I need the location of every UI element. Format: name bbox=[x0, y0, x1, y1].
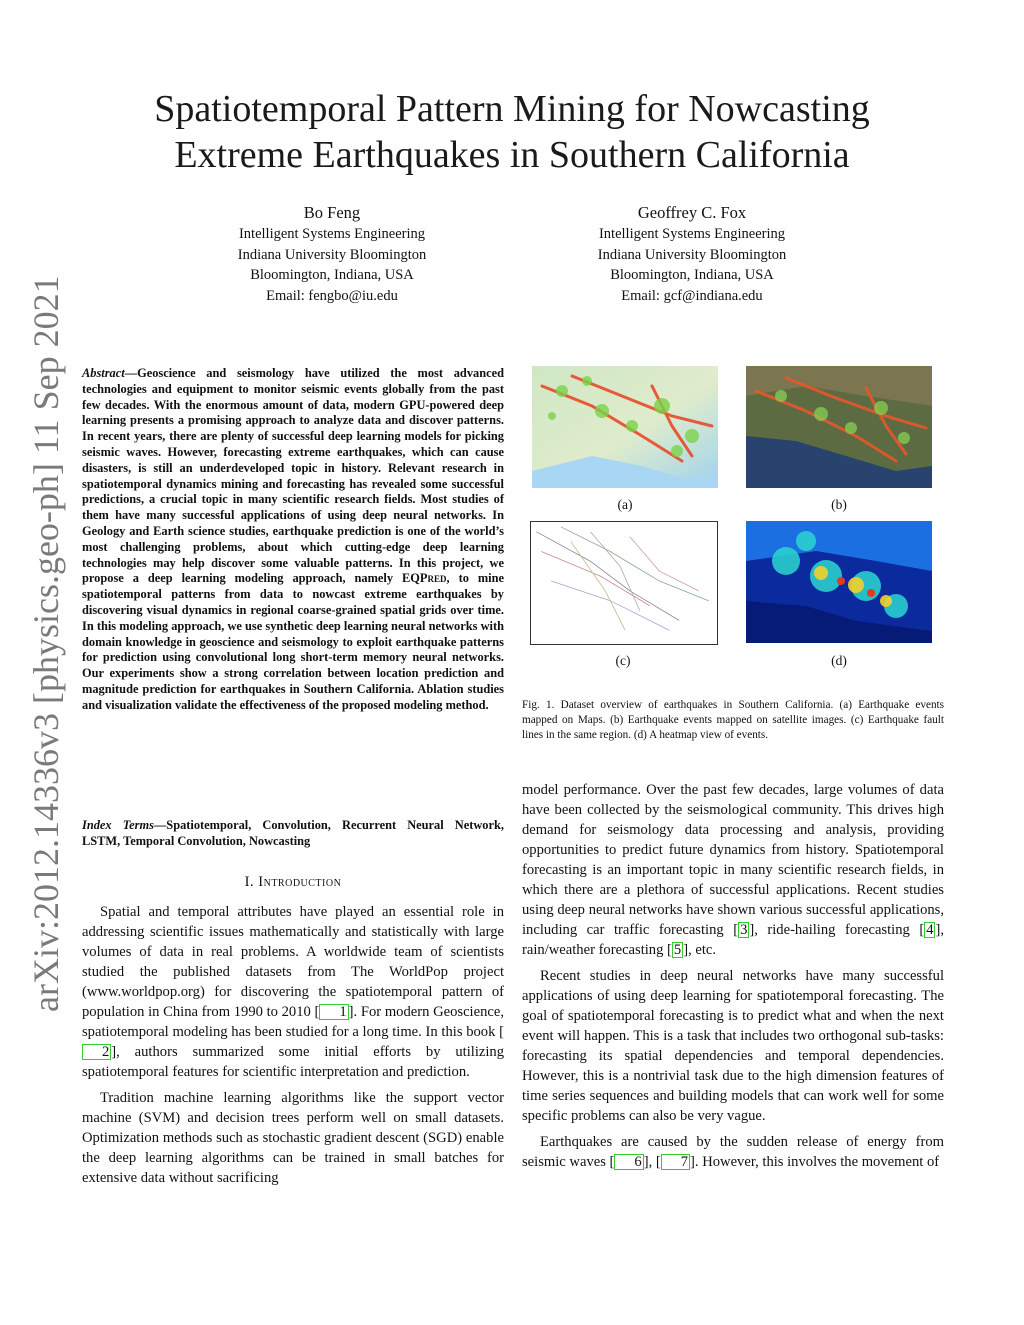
index-terms-text: —Spatiotemporal, Convolution, Recurrent Neural Network, LSTM, Temporal Convolution, Nowcasting bbox=[82, 818, 504, 848]
author-name: Geoffrey C. Fox bbox=[637, 203, 747, 222]
author-location: Bloomington, Indiana, USA bbox=[250, 267, 414, 284]
citation-link[interactable]: 6 bbox=[614, 1154, 643, 1170]
author-email: Email: gcf@indiana.edu bbox=[621, 287, 763, 304]
subfigure-label-d: (d) bbox=[831, 653, 847, 668]
text-run: ], etc. bbox=[683, 942, 717, 958]
abstract-label: Abstract bbox=[82, 366, 125, 380]
text-run: Earthquakes are caused by the sudden release of energy from seismic waves [ bbox=[522, 1134, 944, 1170]
text-run: ], ride-hailing forecasting [ bbox=[749, 922, 925, 938]
text-run: ]. For modern Geoscience, spatiotemporal modeling has been studied for a long time. In this book [ bbox=[82, 1004, 504, 1040]
citation-link[interactable]: 7 bbox=[661, 1154, 690, 1170]
title-line-2: Extreme Earthquakes in Southern California bbox=[174, 134, 850, 176]
citation-link[interactable]: 5 bbox=[673, 942, 682, 958]
text-run: model performance. Over the past few decades, large volumes of data have been collected by the seismological community. This drives high demand for seismology data processing and analysis, providing opportunities to predict future dynamics from history. Spatiotemporal forecasting is an important topic in many scientific research fields, in which there are a plethora of successful applications. Recent studies using deep neural networks have shown various successful applications, including car traffic forecasting [ bbox=[522, 782, 944, 938]
title-line-1: Spatiotemporal Pattern Mining for Nowcasting bbox=[154, 88, 870, 130]
author-block-1 bbox=[182, 202, 482, 306]
section-name: Introduction bbox=[258, 874, 342, 890]
text-run: ], rain/weather forecasting [ bbox=[522, 922, 944, 958]
figure-caption: Fig. 1. Dataset overview of earthquakes in Southern California. (a) Earthquake events mapped on Maps. (b) Earthquake events mapped on satellite images. (c) Earthquake fault lines in the same region. (d) A heatmap view of events. bbox=[522, 699, 944, 741]
abstract-text-b: , to mine spatiotemporal patterns from data to nowcast extreme earthquakes by discovering visual dynamics in regional coarse-grained spatial grids over time. In this modeling approach, we use synthetic deep learning neural networks with domain knowledge in geoscience and seismology to exploit earthquake patterns for prediction using convolutional long short-term memory neural networks. Our experiments show a strong correlation between location prediction and magnitude prediction for earthquakes in Southern California. Ablation studies and visualization validate the effectiveness of the proposed modeling method. bbox=[82, 571, 504, 712]
author-name: Bo Feng bbox=[303, 203, 361, 222]
body-paragraph-continued bbox=[522, 780, 944, 960]
author-department: Intelligent Systems Engineering bbox=[598, 226, 786, 242]
text-run: ], authors summarized some initial efforts by utilizing spatiotemporal features for scientific interpretation and prediction. bbox=[82, 1044, 504, 1080]
text-run: ]. However, this involves the movement of bbox=[690, 1154, 940, 1170]
abstract-text-a: —Geoscience and seismology have utilized the most advanced technologies and equipment to monitor seismic events globally from the past few decades. With the enormous amount of data, modern GPU-powered deep learning presents a promising approach to analyze data and discover patterns. In recent years, there are plenty of successful deep learning models for picking seismic waves. However, forecasting extreme earthquakes, which can cause disasters, is still an underdeveloped topic in history. Relevant research in spatiotemporal dynamics mining and forecasting has revealed some successful predictions, a crucial topic in many scientific research fields. Most studies of them have many successful applications of using deep neural networks. In Geology and Earth science studies, earthquake prediction is one of the world’s most challenging problems, about which cutting-edge deep learning technologies may help discover some valuable patterns. In this project, we propose a deep learning modeling approach, namely bbox=[82, 366, 504, 586]
subfigure-label-c: (c) bbox=[615, 653, 631, 668]
section-numeral: I. bbox=[244, 874, 259, 890]
text-run: Spatial and temporal attributes have played an essential role in addressing scientific issues mathematically and statistically with large volumes of data in real problems. A worldwide team of scientists studied the published datasets from The WorldPop project (www.worldpop.org) for discovering the spatiotemporal pattern of population in China from 1990 to 2010 [ bbox=[82, 904, 504, 1020]
arxiv-stamp: arXiv:2012.14336v3 [physics.geo-ph] 11 Sep 2021 bbox=[26, 275, 66, 1012]
model-name: EQPred bbox=[402, 571, 447, 586]
intro-paragraph-1 bbox=[82, 902, 504, 1082]
intro-paragraph-2: Tradition machine learning algorithms like the support vector machine (SVM) and decision trees perform well on small datasets. Optimization methods such as stochastic gradient descent (SGD) enable the deep learning algorithms can be trained in small batches for extensive data without sacrificing bbox=[82, 1090, 504, 1186]
author-location: Bloomington, Indiana, USA bbox=[610, 267, 774, 284]
citation-link[interactable]: 2 bbox=[82, 1044, 111, 1060]
figure-panel-map bbox=[532, 366, 718, 488]
author-university: Indiana University Bloomington bbox=[597, 246, 787, 263]
subfigure-label-b: (b) bbox=[831, 497, 847, 512]
text-run: ], [ bbox=[643, 1154, 661, 1170]
author-block-2 bbox=[542, 202, 842, 306]
body-paragraph-2: Recent studies in deep neural networks have many successful applications of using deep learning for spatiotemporal forecasting. The goal of spatiotemporal forecasting is to predict what and when the next event will happen. This is a task that includes two orthogonal sub-tasks: forecasting its spatial dependencies and temporal dependencies. However, this is a nontrivial task due to the high dimension features of time series sequences and building models that can work well for some specific problems can also be very vague. bbox=[522, 968, 944, 1124]
abstract bbox=[82, 366, 504, 714]
citation-link[interactable]: 1 bbox=[319, 1004, 348, 1020]
author-university: Indiana University Bloomington bbox=[237, 246, 427, 263]
figure-panel-fault-lines bbox=[530, 521, 718, 645]
citation-link[interactable]: 4 bbox=[926, 922, 934, 938]
subfigure-label-a: (a) bbox=[617, 497, 633, 512]
body-paragraph-3 bbox=[522, 1132, 944, 1172]
author-email: Email: fengbo@iu.edu bbox=[266, 287, 398, 304]
left-column-body bbox=[82, 902, 504, 1188]
index-terms bbox=[82, 818, 504, 850]
paper-title bbox=[90, 86, 934, 178]
right-column-body bbox=[522, 780, 944, 1172]
section-heading bbox=[82, 874, 504, 891]
citation-link[interactable]: 3 bbox=[740, 922, 748, 938]
author-department: Intelligent Systems Engineering bbox=[238, 226, 426, 242]
index-terms-label: Index Terms bbox=[82, 818, 154, 832]
figure-panel-satellite bbox=[746, 366, 932, 488]
figure-panel-heatmap bbox=[746, 521, 932, 643]
